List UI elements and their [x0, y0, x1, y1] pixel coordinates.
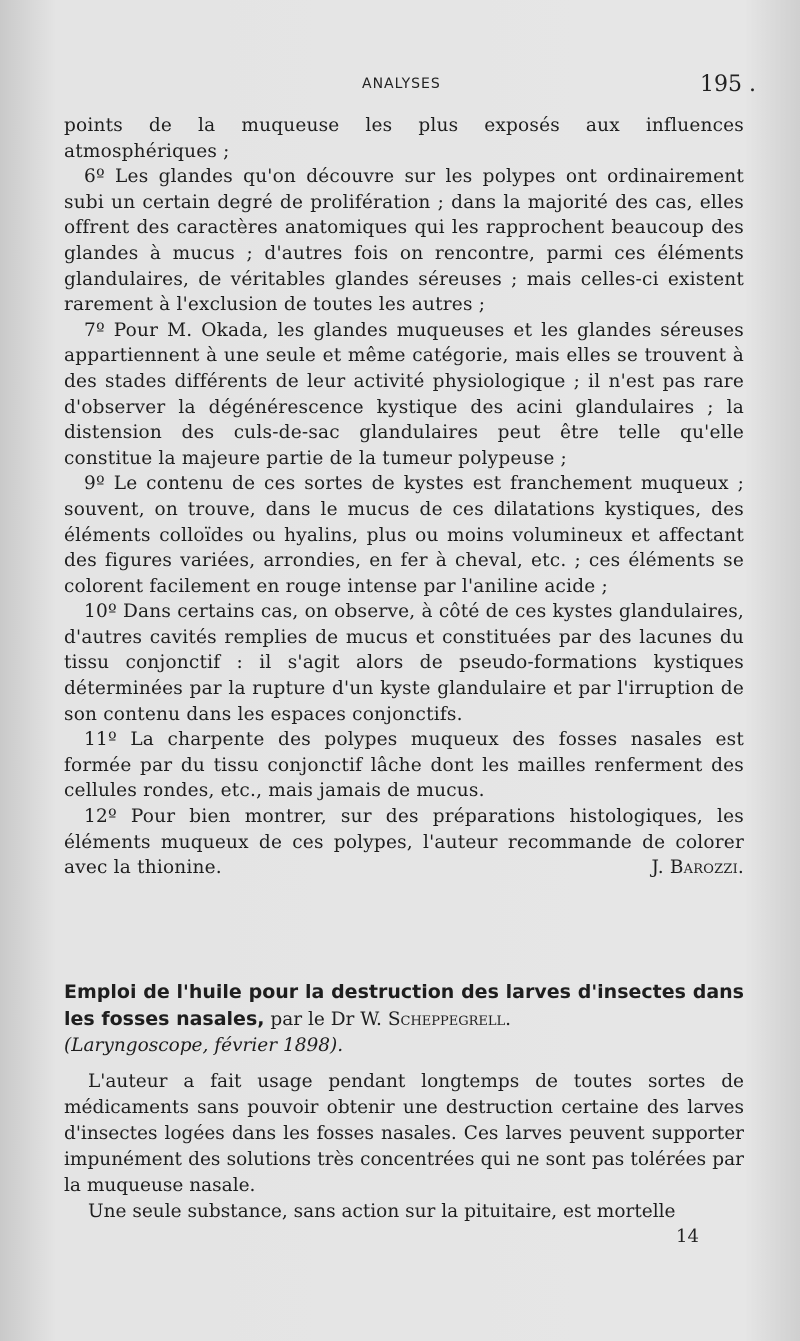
- article-paragraph-1: L'auteur a fait usage pendant longtemps de toutes sortes de médicaments sans pouvoir obtenir une destruction certaine des larves d'insectes logées dans les fosses nasales. Ces larves peuvent supporter impunément des solutions très concentrées qui ne sont pas tolérées par la muqueuse nasale.: [64, 1071, 744, 1196]
- paragraph-point-6: 6º Les glandes qu'on découvre sur les polypes ont ordinairement subi un certain degré de prolifération ; dans la majorité des cas, elles offrent des caractères anatomiques qui les rapprochent beaucoup des glandes à mucus ; d'autres fois on rencontre, parmi ces éléments glandulaires, de véritables glandes séreuses ; mais celles-ci existent rarement à l'exclusion de toutes les autres ;: [64, 166, 744, 316]
- article-heading: [64, 979, 744, 1059]
- article-author-name: Scheppegrell.: [387, 1009, 512, 1030]
- running-title: ANALYSES: [362, 76, 441, 92]
- article-body: [64, 1069, 744, 1225]
- paragraph-point-7: 7º Pour M. Okada, les glandes muqueuses et les glandes séreuses appartiennent à une seule et même catégorie, mais elles se trouvent à des stades différents de leur activité physiologique ; il n'est pas rare d'observer la dégénérescence kystique des acini glandulaires ; la distension des culs-de-sac glandulaires peut être telle qu'elle constitue la majeure partie de la tumeur polypeuse ;: [64, 319, 744, 469]
- reviewer-signature: J. Barozzi.: [651, 857, 744, 879]
- paragraph-point-11: 11º La charpente des polypes muqueux des fosses nasales est formée par du tissu conjonctif lâche dont les mailles renferment des cellules rondes, etc., mais jamais de mucus.: [64, 729, 744, 802]
- article-paragraph-2: Une seule substance, sans action sur la pituitaire, est mortelle: [88, 1201, 676, 1222]
- signature-number: 14: [676, 1226, 699, 1247]
- paragraph-point-12: [64, 804, 744, 881]
- paragraph-continuation: points de la muqueuse les plus exposés aux influences atmosphériques ;: [64, 115, 744, 162]
- paragraph-point-10: 10º Dans certains cas, on observe, à côté de ces kystes glandulaires, d'autres cavités remplies de mucus et constituées par des lacunes du tissu conjonctif : il s'agit alors de pseudo-formations kystiques déterminées par la rupture d'un kyste glandulaire et par l'irruption de son contenu dans les espaces conjonctifs.: [64, 601, 744, 725]
- analysis-body: [64, 113, 744, 881]
- article-title: Emploi de l'huile pour la destruction des larves d'insectes dans les fosses nasales,: [64, 981, 744, 1030]
- article-source: (Laryngoscope, février 1898).: [64, 1035, 344, 1056]
- page-number: 195 .: [700, 72, 756, 97]
- paragraph-point-12-text: 12º Pour bien montrer, sur des préparations histologiques, les éléments muqueux de ces polypes, l'auteur recommande de colorer avec la thionine.: [64, 806, 744, 879]
- article-author-prefix: par le Dr W.: [270, 1009, 382, 1030]
- paragraph-point-9: 9º Le contenu de ces sortes de kystes est franchement muqueux ; souvent, on trouve, dans le mucus de ces dilatations kystiques, des éléments colloïdes ou hyalins, plus ou moins volumineux et affectant des figures variées, arrondies, en fer à cheval, etc. ; ces éléments se colorent facilement en rouge intense par l'aniline acide ;: [64, 473, 744, 597]
- running-head: [0, 74, 800, 104]
